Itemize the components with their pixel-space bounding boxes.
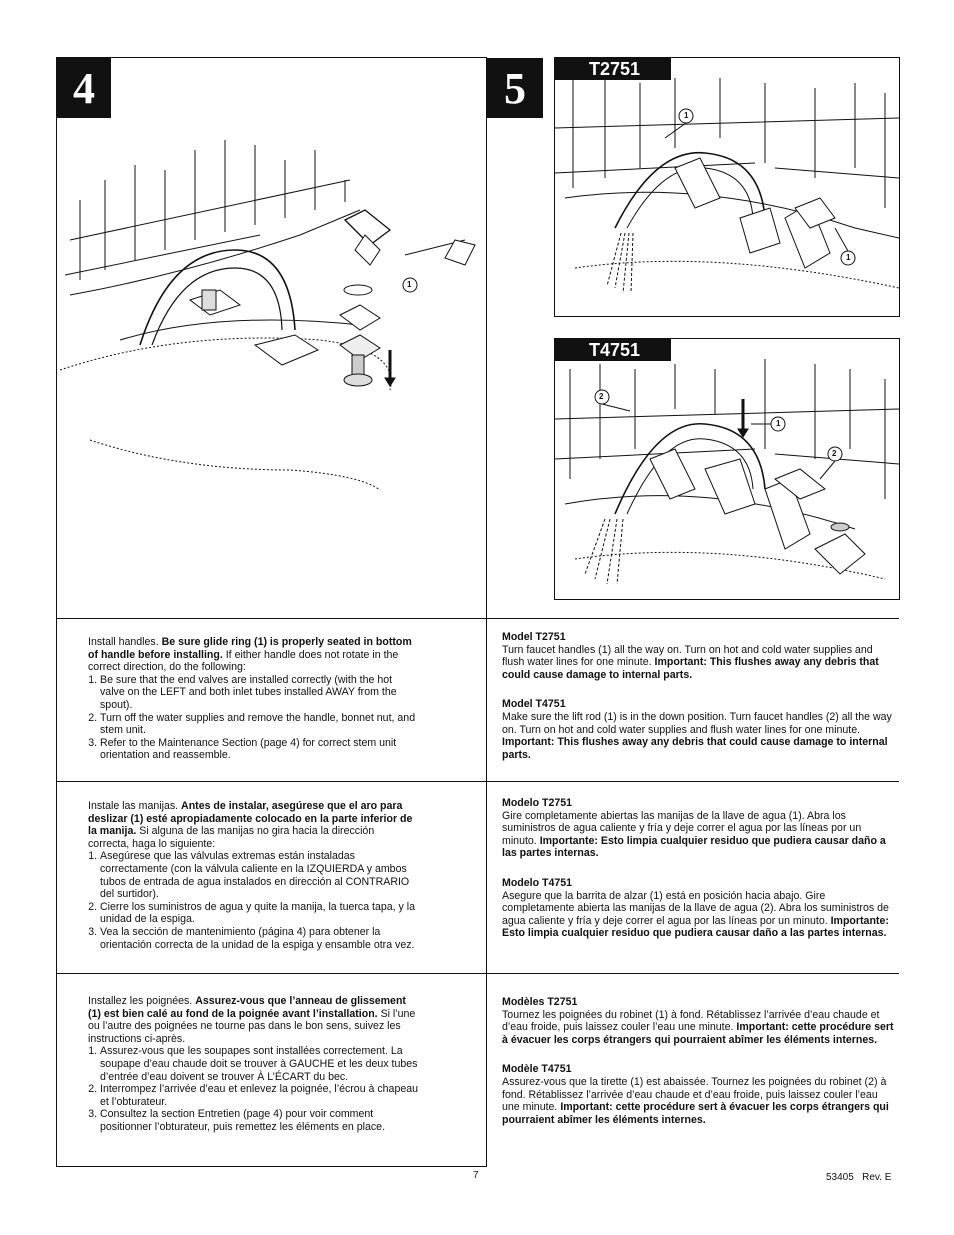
spanish-model-b-text: Asegure que la barrita de alzar (1) está en posición hacia abajo. Gire completamente abierta las manijas de la llave de agua (2). Abra los suministros de agua caliente y fría y deje correr el agua por las líneas por un minuto.	[502, 889, 889, 927]
french-item-3: 3. Consultez la section Entretien (page 4) pour voir comment positionner l’obturateur, puis remettez les éléments en place.	[100, 1108, 418, 1133]
spanish-model-a-important: Importante: Esto limpia cualquier residuo que pudiera causar daño a las partes internas.	[502, 834, 886, 860]
t4751-illustration	[555, 339, 899, 599]
french-intro: Installez les poignées.	[88, 995, 196, 1007]
french-model-b-heading: Modèle T4751	[502, 1063, 572, 1076]
t2751-callout-1b: 1	[846, 253, 851, 262]
frame-divider-spanish	[56, 973, 899, 974]
document-revision: 53405 Rev. E	[826, 1172, 892, 1183]
english-item-3: 3. Refer to the Maintenance Section (page 4) for correct stem unit orientation and reassemble.	[100, 737, 418, 762]
t4751-panel	[554, 338, 900, 600]
english-model-a-important: Important: This flushes away any debris that could cause damage to internal parts.	[502, 656, 879, 681]
english-model-b-text: Make sure the lift rod (1) is in the down position. Turn faucet handles (2) all the way on. Turn on hot and cold water supplies and flush water lines for one minute.	[502, 710, 892, 736]
page-number: 7	[473, 1170, 479, 1181]
spanish-item-2: 2. Cierre los suministros de agua y quite la manija, la tuerca tapa, y la unidad de la espiga.	[100, 901, 418, 926]
t2751-label: T2751	[555, 58, 671, 80]
english-item-2: 2. Turn off the water supplies and remove the handle, bonnet nut, and stem unit.	[100, 712, 418, 737]
english-model-b-heading: Model T4751	[502, 698, 566, 711]
english-intro-rest: If either handle does not rotate in the correct direction, do the following:	[88, 648, 399, 674]
spanish-intro: Instale las manijas.	[88, 800, 182, 812]
french-item-2: 2. Interrompez l’arrivée d’eau et enlevez la poignée, l’écrou à chapeau et l’obturateur.	[100, 1083, 418, 1108]
t2751-illustration	[555, 58, 899, 316]
frame-divider-figure	[56, 618, 899, 619]
english-left-text	[88, 636, 418, 762]
french-model-a-important: Important: cette procédure sert à évacuer les corps étrangers qui pourraient abîmer les éléments internes.	[502, 1021, 894, 1046]
t4751-callout-2a: 2	[599, 392, 604, 401]
french-left-text	[88, 995, 418, 1134]
spanish-right-text	[502, 797, 894, 940]
t4751-callout-2b: 2	[832, 449, 837, 458]
english-intro: Install handles.	[88, 636, 162, 648]
frame-bottom-border	[56, 1166, 487, 1167]
spanish-intro-rest: Si alguna de las manijas no gira hacia la dirección correcta, haga lo siguiente:	[88, 825, 375, 850]
french-model-a-heading: Modèles T2751	[502, 996, 578, 1008]
english-item-1: 1. Be sure that the end valves are installed correctly (with the hot valve on the LEFT and both inlet tubes installed AWAY from the spout).	[100, 674, 418, 712]
step-5-number: 5	[487, 58, 543, 118]
english-model-a-heading: Model T2751	[502, 631, 566, 643]
step-4-number: 4	[57, 58, 111, 118]
t2751-callout-1a: 1	[684, 111, 689, 120]
spanish-model-a-heading: Modelo T2751	[502, 797, 573, 809]
t4751-callout-1: 1	[776, 419, 781, 428]
spanish-item-1: 1. Asegúrese que las válvulas extremas están instaladas correctamente (con la válvula caliente en la IZQUIERDA y ambos tubos de entrada de agua instalados en dirección al CONTRARIO del surtidor).	[100, 850, 418, 900]
spanish-intro-bold: Antes de instalar, asegúrese que el aro para deslizar (1) esté apropiadamente colocado en la parte inferior de la manija.	[88, 800, 413, 838]
step-4-illustration	[60, 140, 480, 510]
french-item-1: 1. Assurez-vous que les soupapes sont installées correctement. La soupape d’eau chaude doit se trouver à GAUCHE et les deux tubes d’entrée d’eau doivent se trouver À L’ÉCART du bec.	[100, 1045, 418, 1083]
english-model-b-important: Important: This flushes away any debris that could cause damage to internal parts.	[502, 736, 888, 761]
t4751-label: T4751	[555, 339, 671, 361]
spanish-model-a-text: Gire completamente abiertas las manijas de la llave de agua (1). Abra los suministros de agua caliente y fría y deje correr el agua por las líneas por un minuto.	[502, 809, 862, 847]
french-model-a-text: Tournez les poignées du robinet (1) à fond. Rétablissez l’arrivée d’eau chaude et d’eau froide, puis laissez couler l’eau une minute.	[502, 1008, 880, 1034]
frame-left-border	[56, 57, 57, 1167]
english-intro-bold: Be sure glide ring (1) is properly seated in bottom of handle before installing.	[88, 636, 412, 661]
french-right-text	[502, 996, 894, 1126]
french-model-b-important: Important: cette procédure sert à évacuer les corps étrangers qui pourraient abîmer les éléments internes.	[502, 1101, 889, 1126]
step-4-callout-1: 1	[407, 280, 412, 289]
french-intro-bold: Assurez-vous que l’anneau de glissement (1) est bien calé au fond de la poignée avant l’installation.	[88, 995, 406, 1020]
french-model-b-text: Assurez-vous que la tirette (1) est abaissée. Tournez les poignées du robinet (2) à fond. Rétablissez l’arrivée d’eau chaude et d’eau froide, puis laissez couler l’eau une minute.	[502, 1075, 887, 1114]
english-right-text	[502, 631, 892, 761]
frame-divider-english	[56, 781, 899, 782]
frame-top-border-left	[56, 57, 486, 58]
english-model-a-text: Turn faucet handles (1) all the way on. Turn on hot and cold water supplies and flush water lines for one minute.	[502, 643, 873, 669]
t2751-panel	[554, 57, 900, 317]
spanish-model-b-heading: Modelo T4751	[502, 876, 573, 889]
spanish-model-b-important: Importante: Esto limpia cualquier residuo que pudiera causar daño a las partes internas.	[502, 914, 889, 940]
spanish-item-3: 3. Vea la sección de mantenimiento (página 4) para obtener la orientación correcta de la unidad de la espiga y ensamble otra vez.	[100, 926, 418, 951]
spanish-left-text	[88, 800, 418, 951]
frame-column-divider	[486, 57, 487, 1167]
french-intro-rest: Si l’une ou l’autre des poignées ne tourne pas dans le bon sens, suivez les instructions ci-après.	[88, 1007, 416, 1045]
